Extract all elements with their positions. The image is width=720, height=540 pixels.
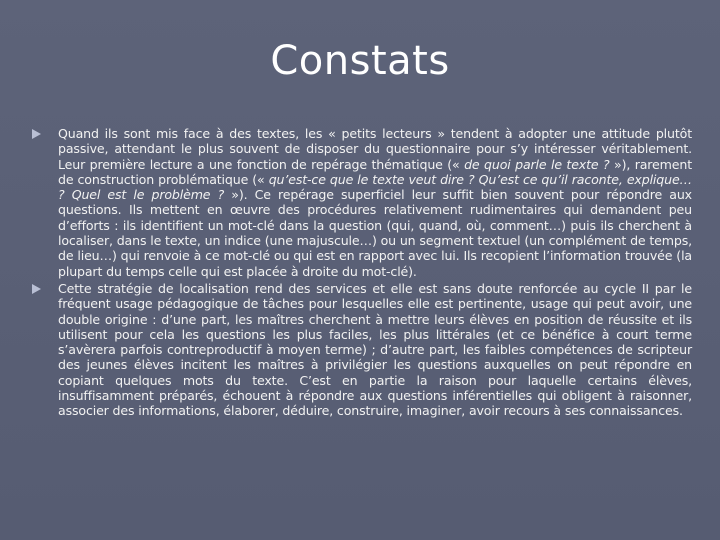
bullet-item-2 — [36, 281, 692, 419]
bullet-1-text-part2: »), rarement de construction problématique (« — [58, 156, 692, 187]
bullet-list — [36, 126, 692, 421]
triangle-right-icon — [32, 129, 41, 139]
bullet-1-italic-question-2: qu’est-ce que le texte veut dire ? Qu’est ce qu’il raconte, explique… ? Quel est le problème ? — [58, 171, 692, 203]
bullet-1-text-part3: »). Ce repérage superficiel leur suffit bien souvent pour répondre aux questions. Ils mettent en œuvre des procédures relativement rudimentaires qui demandent peu d’efforts : ils identifient un mot-clé dans la question (qui, quand, où, comment…) puis ils cherchent à localiser, dans le texte, un indice (une majuscule…) ou un segment textuel (un complément de temps, de lieu…) qui renvoie à ce mot-clé ou qui est en rapport avec lui. Ils recopient l’information trouvée (la plupart du temps celle qui est placée à droite du mot-clé). — [58, 187, 692, 279]
bullet-2-text: Cette stratégie de localisation rend des services et elle est sans doute renforcée au cycle II par le fréquent usage pédagogique de tâches pour lesquelles elle est pertinente, usage qui peut avoir, une double origine : d’une part, les maîtres cherchent à mettre leurs élèves en position de réussite et ils utilisent pour cela les questions les plus faciles, les plus littérales (et ce bénéfice à court terme s’avèrera parfois contreproductif à moyen terme) ; d’autre part, les faibles compétences de scripteur des jeunes élèves incitent les maîtres à privilégier les questions auxquelles on peut répondre en copiant quelques mots du texte. C’est en partie la raison pour laquelle certains élèves, insuffisamment préparés, échouent à répondre aux questions inférentielles qui obligent à raisonner, associer des informations, élaborer, déduire, construire, imaginer, avoir recours à ses connaissances. — [58, 280, 692, 419]
bullet-1-text-part1: Quand ils sont mis face à des textes, les « petits lecteurs » tendent à adopter une attitude plutôt passive, attendant le plus souvent de disposer du questionnaire pour s’y intéresser véritablement. Leur première lecture a une fonction de repérage thématique (« — [58, 126, 692, 172]
bullet-item-1 — [36, 126, 692, 279]
triangle-right-icon — [32, 284, 41, 294]
slide-title: Constats — [270, 38, 450, 84]
bullet-1-italic-question-1: de quoi parle le texte ? — [464, 156, 610, 172]
